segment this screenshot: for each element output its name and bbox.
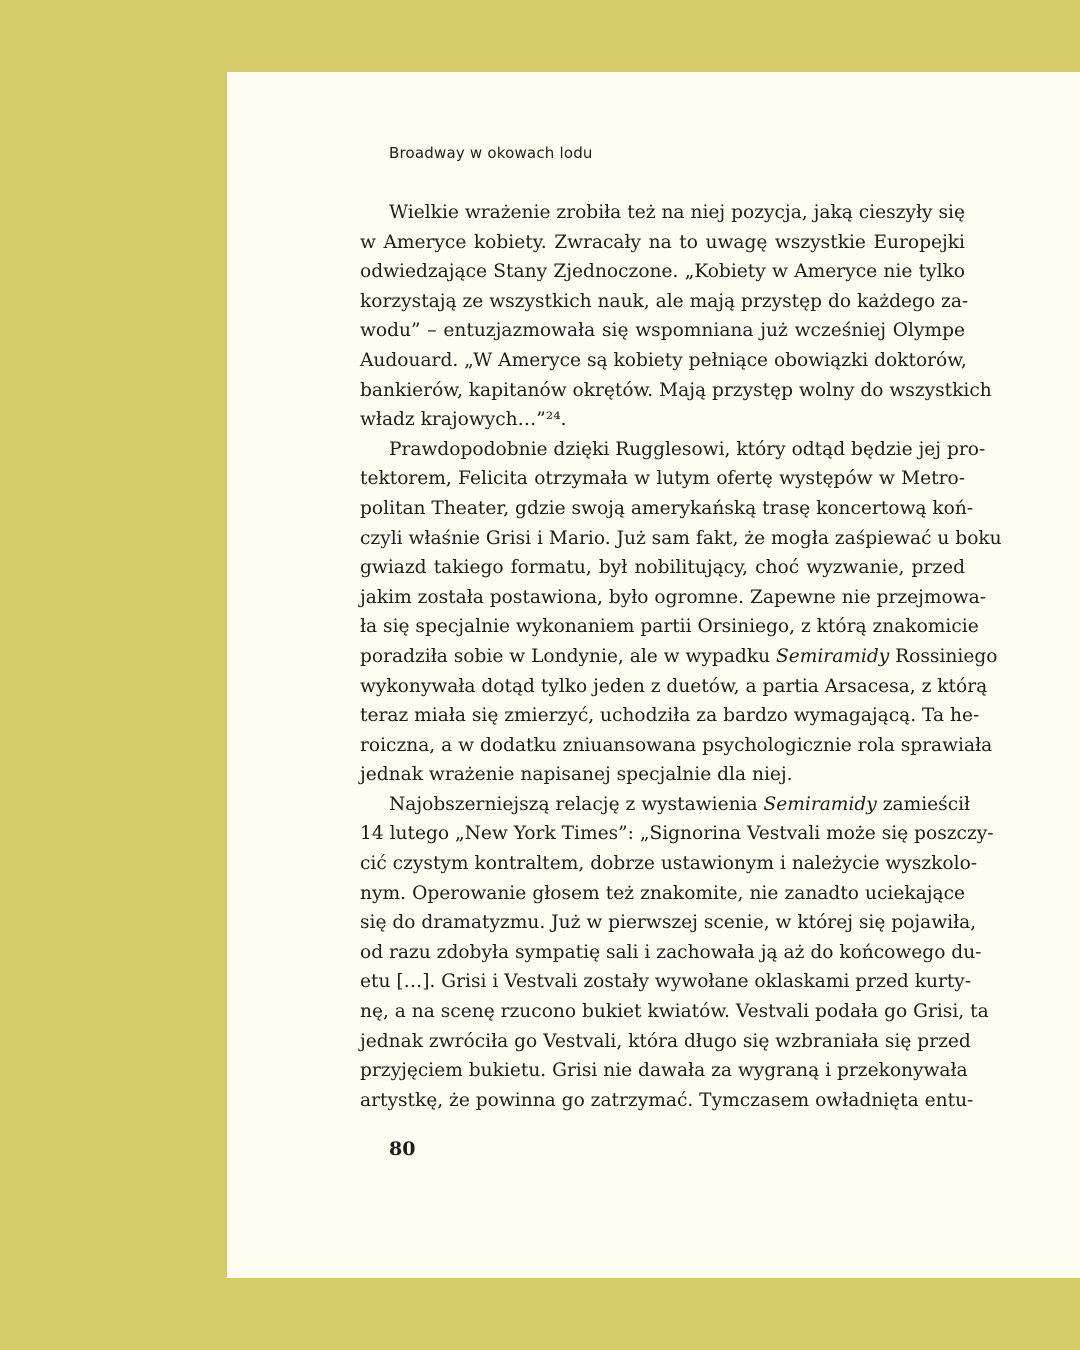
text-run: jakim została postawiona, było ogromne. Zapewne nie przejmowa- — [360, 586, 987, 608]
text-run: politan Theater, gdzie swoją amerykańską trasę koncertową koń- — [360, 497, 974, 519]
text-run: korzystają ze wszystkich nauk, ale mają przystęp do każdego za- — [360, 290, 969, 312]
text-line — [360, 1027, 971, 1057]
text-run: teraz miała się zmierzyć, uchodziła za bardzo wymagającą. Ta he- — [360, 705, 980, 727]
text-run: władz krajowych…”²⁴. — [360, 409, 567, 431]
text-line — [360, 257, 965, 287]
text-line — [360, 376, 992, 406]
text-run: 14 lutego „New York Times”: „Signorina Vestvali może się poszczy- — [360, 823, 994, 845]
text-line — [360, 228, 965, 258]
text-line — [360, 198, 965, 228]
text-run: nę, a na scenę rzucono bukiet kwiatów. Vestvali podała go Grisi, ta — [360, 1001, 989, 1023]
text-line — [360, 642, 998, 672]
text-run: jednak wrażenie napisanej specjalnie dla niej. — [360, 764, 793, 786]
text-run: artystkę, że powinna go zatrzymać. Tymczasem owładnięta entu- — [360, 1089, 974, 1111]
text-run: od razu zdobyła sympatię sali i zachowała ją aż do końcowego du- — [360, 941, 982, 963]
text-line — [360, 908, 977, 938]
text-line — [360, 612, 979, 642]
text-run: Wielkie wrażenie zrobiła też na niej pozycja, jaką cieszyły się — [389, 202, 965, 223]
text-line — [360, 731, 993, 761]
text-line — [360, 435, 986, 465]
text-line — [360, 997, 989, 1027]
text-run: tektorem, Felicita otrzymała w lutym ofertę występów w Metro- — [360, 468, 965, 490]
text-line — [360, 524, 1002, 554]
text-line — [360, 672, 988, 702]
text-line — [360, 316, 965, 346]
text-run: roiczna, a w dodatku zniuansowana psychologicznie rola sprawiała — [360, 734, 993, 756]
text-run: wykonywała dotąd tylko jeden z duetów, a partia Arsacesa, z którą — [360, 675, 988, 697]
text-run: czyli właśnie Grisi i Mario. Już sam fakt, że mogła zaśpiewać u boku — [360, 527, 1002, 549]
text-line — [360, 819, 994, 849]
text-line — [360, 553, 965, 583]
body-text — [360, 198, 1002, 1115]
text-line — [360, 1086, 974, 1116]
text-line — [360, 879, 965, 909]
text-run: Prawdopodobnie dzięki Rugglesowi, który odtąd będzie jej pro- — [389, 438, 986, 460]
text-line — [360, 938, 982, 968]
text-line — [360, 346, 965, 376]
text-run: poradziła sobie w Londynie, ale w wypadku — [360, 645, 776, 667]
italic-title: Semiramidy — [775, 645, 890, 667]
text-run: zamieścił — [876, 793, 971, 815]
text-line — [360, 1056, 968, 1086]
text-run: ła się specjalnie wykonaniem partii Orsiniego, z którą znakomicie — [360, 616, 979, 638]
text-run: Audouard. „W Ameryce są kobiety pełniące obowiązki doktorów, — [360, 349, 967, 371]
text-line — [360, 967, 972, 997]
text-run: odwiedzające Stany Zjednoczone. „Kobiety w Ameryce nie tylko — [360, 261, 965, 283]
text-line — [360, 464, 965, 494]
text-run: Rossiniego — [889, 645, 998, 667]
text-line — [360, 790, 971, 820]
text-run: jednak zwróciła go Vestvali, która długo się wzbraniała się przed — [360, 1030, 971, 1052]
running-head: Broadway w okowach lodu — [389, 144, 593, 162]
text-line — [360, 849, 978, 879]
italic-title: Semiramidy — [763, 793, 877, 815]
text-run: się do dramatyzmu. Już w pierwszej scenie, w której się pojawiła, — [360, 912, 977, 934]
page-number: 80 — [389, 1138, 416, 1160]
text-line — [360, 583, 987, 613]
paragraph — [360, 435, 1002, 790]
text-run: bankierów, kapitanów okrętów. Mają przystęp wolny do wszystkich — [360, 379, 992, 401]
text-line — [360, 494, 974, 524]
text-run: wodu” – entuzjazmowała się wspomniana już wcześniej Olympe — [360, 320, 965, 342]
paragraph — [360, 198, 992, 435]
text-run: cić czystym kontraltem, dobrze ustawionym i należycie wyszkolo- — [360, 853, 978, 875]
book-page — [227, 72, 1080, 1278]
text-run: gwiazd takiego formatu, był nobilitujący, choć wyzwanie, przed — [360, 557, 965, 579]
text-line — [360, 405, 965, 435]
text-line — [360, 701, 980, 731]
text-line — [360, 760, 965, 790]
text-run: etu […]. Grisi i Vestvali zostały wywołane oklaskami przed kurty- — [360, 971, 972, 993]
paragraph — [360, 790, 994, 1116]
text-run: przyjęciem bukietu. Grisi nie dawała za wygraną i przekonywała — [360, 1060, 968, 1082]
text-run: Najobszerniejszą relację z wystawienia — [389, 793, 764, 815]
text-run: nym. Operowanie głosem też znakomite, nie zanadto uciekające — [360, 882, 965, 904]
text-run: w Ameryce kobiety. Zwracały na to uwagę wszystkie Europejki — [360, 231, 965, 253]
text-line — [360, 287, 969, 317]
